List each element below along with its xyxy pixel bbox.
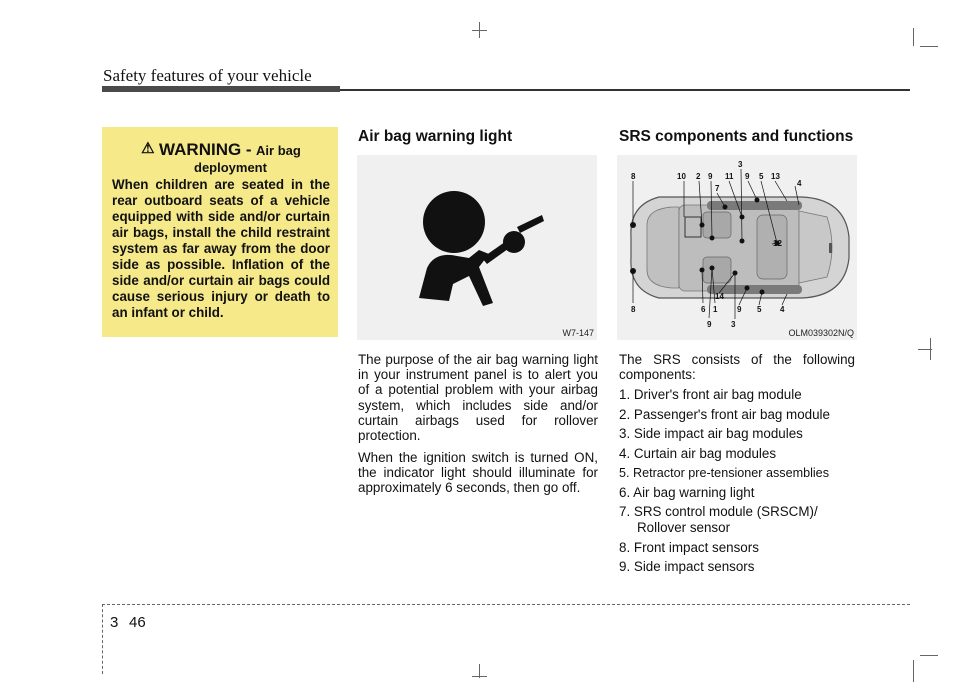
warning-label: WARNING - bbox=[159, 140, 252, 159]
figure-code: OLM039302N/Q bbox=[788, 328, 854, 338]
warning-box bbox=[102, 127, 338, 337]
crop-mark-top bbox=[472, 30, 487, 31]
srs-intro: The SRS consists of the following components: bbox=[619, 352, 855, 383]
callout-4: 4 bbox=[780, 305, 785, 314]
list-item: 4. Curtain air bag modules bbox=[619, 445, 777, 461]
list-item: 9. Side impact sensors bbox=[619, 559, 755, 574]
crop-mark-top-right bbox=[920, 46, 938, 47]
crop-mark-bottom bbox=[472, 676, 487, 677]
airbag-light-figure bbox=[357, 155, 597, 340]
airbag-light-paragraph-1: The purpose of the air bag warning light in your instrument panel is to alert you of a potential problem with your airbag system, which includes side and/or curtain airbags used for rollover protection. bbox=[358, 352, 598, 444]
callout-1: 1 bbox=[713, 305, 718, 314]
callout-8: 8 bbox=[631, 305, 636, 314]
callout-8: 8 bbox=[631, 172, 636, 181]
callout-4: 4 bbox=[797, 179, 802, 188]
airbag-warning-icon bbox=[357, 155, 597, 340]
car-top-view-diagram bbox=[617, 155, 857, 340]
page-number: 46 bbox=[129, 614, 146, 631]
warning-body: When children are seated in the rear outboard seats of a vehicle equipped with side and/or curtain air bags, install the child restraint system as far away from the door side as possible. Inflation of the side and/or curtain air bags could cause serious injury or death to an infant or child. bbox=[112, 177, 330, 320]
list-item: 1. Driver's front air bag module bbox=[619, 387, 802, 402]
footer-rule bbox=[102, 604, 910, 605]
list-item: 8. Front impact sensors bbox=[619, 539, 759, 555]
callout-3: 3 bbox=[738, 160, 743, 169]
list-item: 6. Air bag warning light bbox=[619, 484, 755, 500]
airbag-light-paragraph-2: When the ignition switch is turned ON, the indicator light should illuminate for approximately 6 seconds, then go off. bbox=[358, 450, 598, 496]
srs-component-list bbox=[619, 387, 859, 579]
list-item: 2. Passenger's front air bag module bbox=[619, 406, 830, 422]
list-item: 7. SRS control module (SRSCM)/ bbox=[619, 504, 818, 519]
srs-components-figure bbox=[617, 155, 857, 340]
crop-mark-bottom-right bbox=[913, 660, 914, 682]
chapter-number: 3 bbox=[110, 614, 119, 631]
callout-11: 11 bbox=[725, 172, 734, 181]
warning-subject-line2: deployment bbox=[194, 160, 267, 175]
crop-mark-bottom-right bbox=[920, 655, 938, 656]
callout-9: 9 bbox=[707, 320, 712, 329]
section-title-airbag-light: Air bag warning light bbox=[358, 128, 513, 145]
callout-5: 5 bbox=[759, 172, 764, 181]
callout-9: 9 bbox=[708, 172, 713, 181]
list-item: 5. Retractor pre-tensioner assemblies bbox=[619, 466, 829, 480]
callout-9: 9 bbox=[737, 305, 742, 314]
header-rule bbox=[340, 89, 910, 91]
callout-6: 6 bbox=[701, 305, 706, 314]
list-item: 3. Side impact air bag modules bbox=[619, 426, 803, 441]
callout-12: 12 bbox=[773, 239, 782, 248]
callout-3: 3 bbox=[731, 320, 736, 329]
callout-2: 2 bbox=[696, 172, 701, 181]
callout-13: 13 bbox=[771, 172, 780, 181]
callout-9: 9 bbox=[745, 172, 750, 181]
callout-14: 14 bbox=[715, 292, 724, 301]
crop-mark-top-right bbox=[913, 28, 914, 46]
footer-margin-line bbox=[102, 604, 103, 674]
callout-5: 5 bbox=[757, 305, 762, 314]
warning-triangle-icon: ⚠ bbox=[141, 140, 155, 157]
warning-heading bbox=[112, 139, 330, 175]
crop-mark-right bbox=[918, 349, 932, 350]
section-title-srs: SRS components and functions bbox=[619, 128, 854, 145]
callout-7: 7 bbox=[715, 184, 720, 193]
header-bar bbox=[102, 86, 340, 92]
warning-subject: Air bag bbox=[256, 143, 301, 158]
page-header-title: Safety features of your vehicle bbox=[103, 66, 312, 85]
list-item-continuation: Rollover sensor bbox=[637, 520, 731, 535]
callout-10: 10 bbox=[677, 172, 686, 181]
figure-code: W7-147 bbox=[562, 328, 594, 338]
